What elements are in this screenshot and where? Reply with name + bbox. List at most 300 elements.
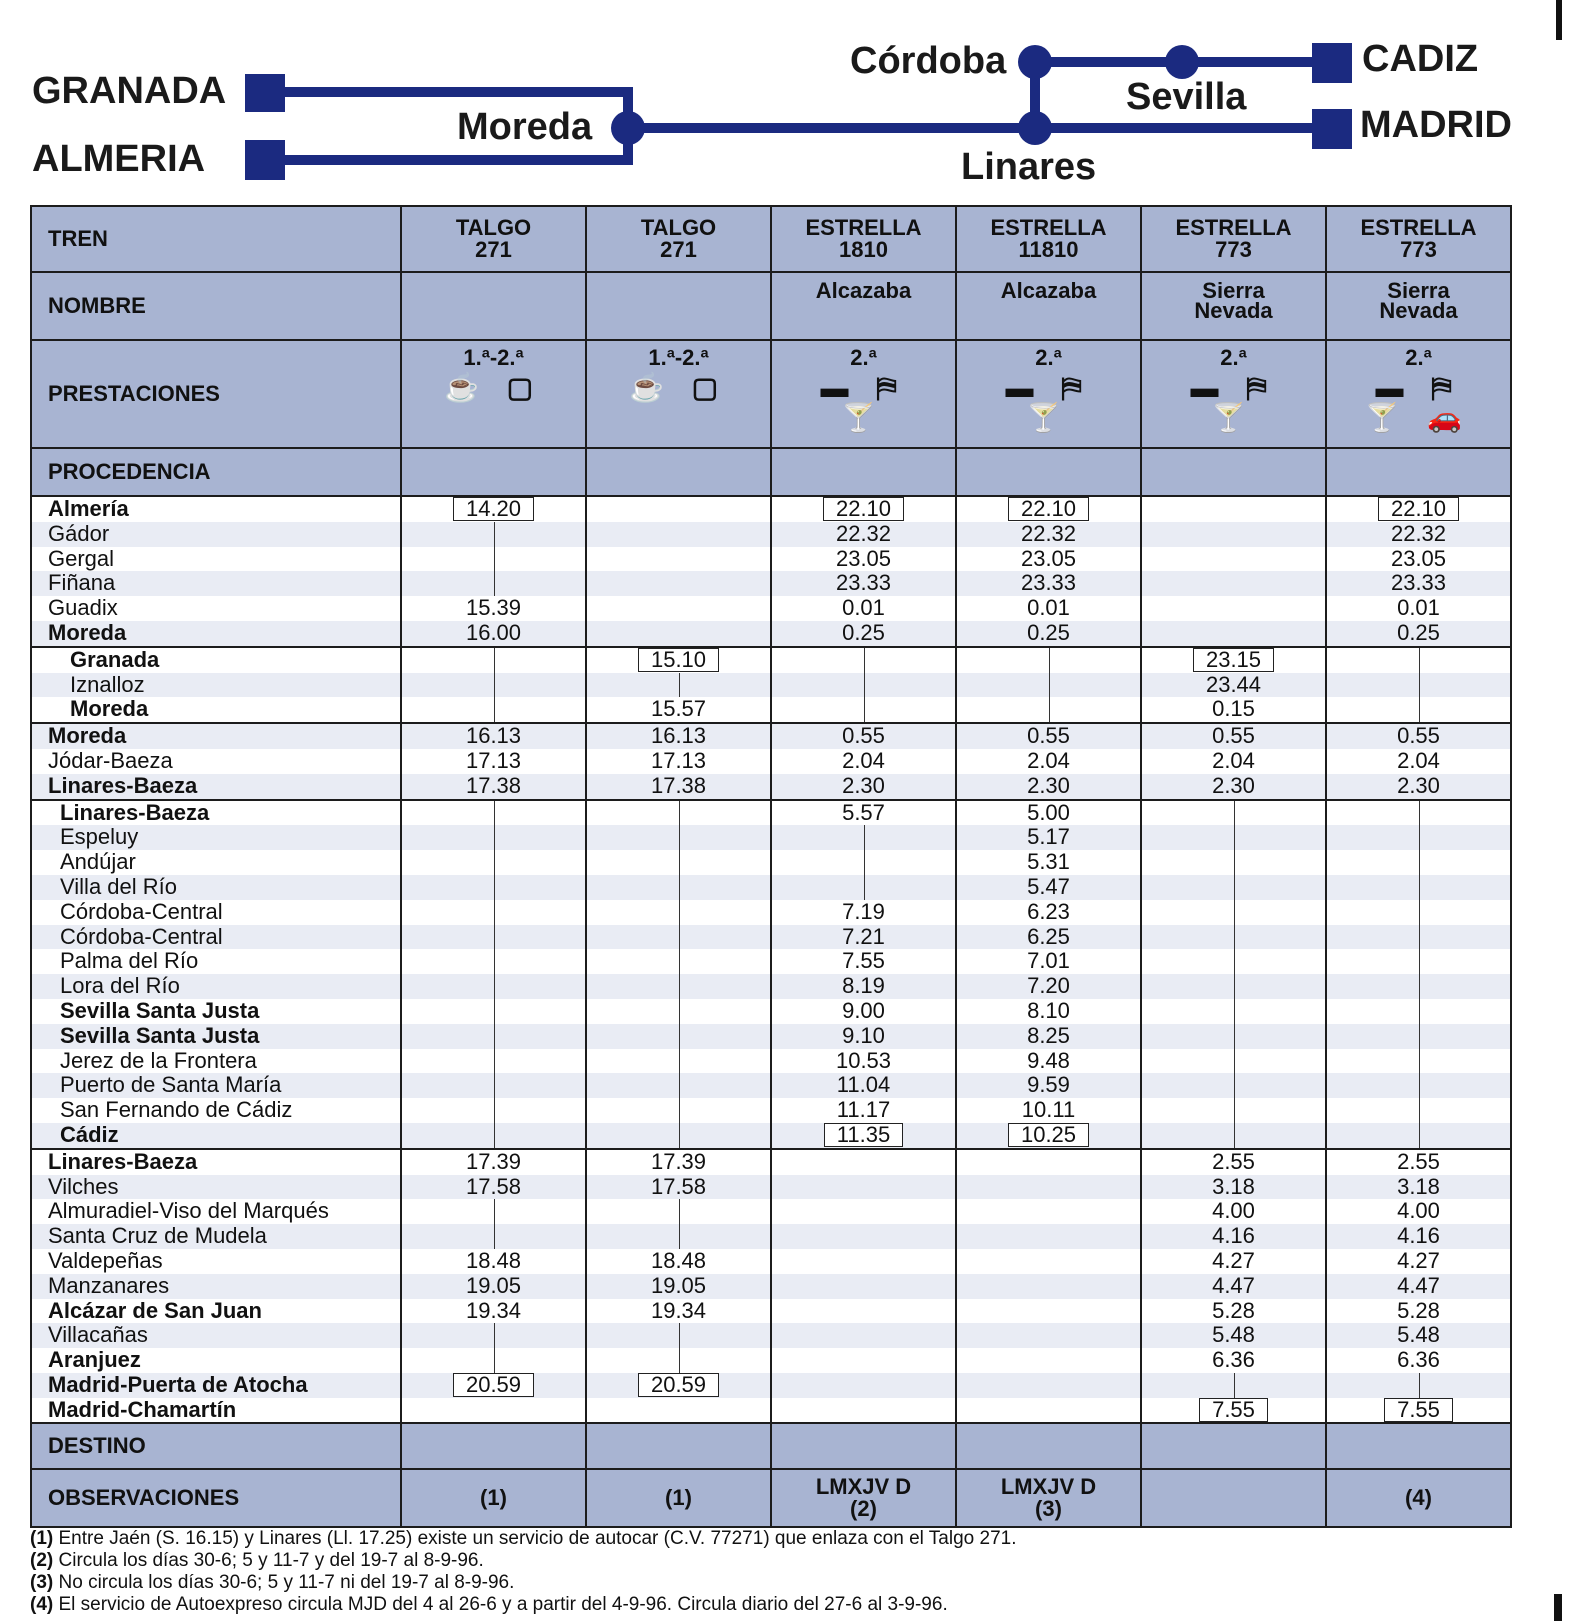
time-cell <box>401 1175 586 1200</box>
label-tren: TREN <box>31 206 401 272</box>
time-value: 15.57 <box>650 696 707 722</box>
time-cell <box>1141 621 1326 647</box>
map-label-linares: Linares <box>961 146 1097 188</box>
time-value: 22.32 <box>1020 520 1077 546</box>
table-row <box>31 1274 1511 1299</box>
label-nombre: NOMBRE <box>31 272 401 340</box>
station-name: Granada <box>31 647 401 673</box>
boxed-time: 11.35 <box>824 1123 903 1147</box>
time-cell <box>956 1049 1141 1074</box>
time-cell <box>956 900 1141 925</box>
time-value: 7.20 <box>1027 973 1070 999</box>
station-name: Linares-Baeza <box>31 800 401 826</box>
time-cell <box>956 774 1141 800</box>
time-cell <box>1141 1149 1326 1175</box>
time-value: 9.00 <box>842 997 885 1023</box>
time-cell <box>1141 673 1326 698</box>
time-cell <box>1326 522 1511 547</box>
time-value: 4.16 <box>1397 1223 1440 1249</box>
train-header-0 <box>401 206 586 272</box>
time-cell <box>771 1098 956 1123</box>
time-cell <box>1141 522 1326 547</box>
label-observaciones: OBSERVACIONES <box>31 1469 401 1527</box>
time-cell <box>586 647 771 673</box>
train-class: 1.ª-2.ª <box>463 345 524 370</box>
row-procedencia <box>31 448 1511 496</box>
table-row <box>31 1348 1511 1373</box>
time-value: 5.48 <box>1212 1322 1255 1348</box>
time-cell <box>1141 1224 1326 1249</box>
station-name: Villacañas <box>31 1323 401 1348</box>
time-cell <box>1326 621 1511 647</box>
time-cell <box>401 1123 586 1149</box>
time-cell <box>1326 900 1511 925</box>
station-name: Palma del Río <box>31 949 401 974</box>
table-row <box>31 974 1511 999</box>
time-cell <box>771 697 956 723</box>
table-row <box>31 647 1511 673</box>
time-cell <box>401 974 586 999</box>
time-cell <box>1141 1123 1326 1149</box>
obs-note: (1) <box>480 1485 507 1511</box>
time-cell <box>1326 496 1511 522</box>
time-value: 17.38 <box>650 772 707 798</box>
time-cell <box>1141 850 1326 875</box>
time-cell <box>586 1149 771 1175</box>
time-cell <box>1326 1199 1511 1224</box>
time-value: 19.34 <box>650 1297 707 1323</box>
time-cell <box>771 1398 956 1424</box>
time-cell <box>586 571 771 596</box>
scan-edge-mark-top <box>1556 0 1562 40</box>
time-cell <box>401 1024 586 1049</box>
map-label-cordoba: Córdoba <box>850 40 1007 82</box>
train-number: 773 <box>1215 237 1252 262</box>
time-cell <box>586 1323 771 1348</box>
table-row <box>31 925 1511 950</box>
time-cell <box>401 673 586 698</box>
time-cell <box>586 496 771 522</box>
time-cell <box>1141 1274 1326 1299</box>
table-row <box>31 850 1511 875</box>
time-cell <box>401 1348 586 1373</box>
time-cell <box>1141 547 1326 572</box>
table-row <box>31 1199 1511 1224</box>
table-row <box>31 1123 1511 1149</box>
station-name: Valdepeñas <box>31 1249 401 1274</box>
time-cell <box>586 673 771 698</box>
time-cell <box>956 1299 1141 1324</box>
station-name: Moreda <box>31 621 401 647</box>
time-cell <box>1141 925 1326 950</box>
time-value: 23.05 <box>1020 545 1077 571</box>
time-cell <box>771 999 956 1024</box>
train-name: Alcazaba <box>815 278 912 303</box>
time-cell <box>586 697 771 723</box>
time-value: 2.04 <box>1397 747 1440 773</box>
table-row <box>31 673 1511 698</box>
time-cell <box>586 800 771 826</box>
time-cell <box>586 547 771 572</box>
train-class: 2.ª <box>1220 345 1247 370</box>
boxed-time: 22.10 <box>823 497 904 521</box>
time-cell <box>1141 974 1326 999</box>
time-cell <box>1326 774 1511 800</box>
time-cell <box>771 1274 956 1299</box>
time-cell <box>1141 1049 1326 1074</box>
train-name: Alcazaba <box>1000 278 1097 303</box>
time-cell <box>1141 800 1326 826</box>
time-value: 8.25 <box>1027 1022 1070 1048</box>
time-value: 23.05 <box>1390 545 1447 571</box>
table-row <box>31 875 1511 900</box>
train-header-2 <box>771 206 956 272</box>
time-value: 8.19 <box>842 973 885 999</box>
station-name: Almuradiel-Viso del Marqués <box>31 1199 401 1224</box>
time-cell <box>771 1123 956 1149</box>
time-value: 6.23 <box>1027 898 1070 924</box>
time-cell <box>956 850 1141 875</box>
train-services-2 <box>771 340 956 448</box>
time-cell <box>586 850 771 875</box>
destino-cell <box>586 1423 771 1469</box>
time-cell <box>1326 647 1511 673</box>
time-cell <box>586 925 771 950</box>
train-name-3 <box>956 272 1141 340</box>
time-cell <box>956 1149 1141 1175</box>
timetable <box>30 205 1512 1528</box>
time-cell <box>1326 1348 1511 1373</box>
footnote-number: (4) <box>30 1594 54 1615</box>
time-cell <box>956 949 1141 974</box>
time-cell <box>401 1398 586 1424</box>
obs-days: LMXJV D <box>815 1474 912 1500</box>
time-cell <box>1141 1098 1326 1123</box>
time-cell <box>586 621 771 647</box>
time-value: 19.05 <box>465 1272 522 1298</box>
train-type: ESTRELLA <box>805 215 922 240</box>
time-cell <box>771 496 956 522</box>
time-cell <box>956 596 1141 621</box>
train-type: TALGO <box>455 215 532 240</box>
time-value: 11.04 <box>836 1072 891 1098</box>
table-row <box>31 496 1511 522</box>
train-services-1 <box>586 340 771 448</box>
time-cell <box>586 596 771 621</box>
train-header-1 <box>586 206 771 272</box>
boxed-time: 20.59 <box>638 1373 719 1397</box>
time-cell <box>1141 1373 1326 1398</box>
time-cell <box>1141 647 1326 673</box>
train-services-3 <box>956 340 1141 448</box>
time-value: 17.13 <box>650 747 707 773</box>
row-nombre <box>31 272 1511 340</box>
time-value: 23.33 <box>1390 570 1447 596</box>
route-map <box>0 0 1574 200</box>
table-row <box>31 1224 1511 1249</box>
time-cell <box>586 825 771 850</box>
station-name: Gádor <box>31 522 401 547</box>
time-cell <box>1326 1373 1511 1398</box>
time-value: 0.01 <box>1397 595 1440 621</box>
table-row <box>31 596 1511 621</box>
time-value: 5.57 <box>842 799 885 825</box>
time-cell <box>401 571 586 596</box>
time-cell <box>1326 974 1511 999</box>
time-cell <box>771 673 956 698</box>
station-name: Madrid-Chamartín <box>31 1398 401 1424</box>
time-cell <box>1326 1224 1511 1249</box>
footnote-number: (2) <box>30 1550 54 1571</box>
station-name: Andújar <box>31 850 401 875</box>
train-name-5 <box>1326 272 1511 340</box>
time-value: 0.55 <box>1027 723 1070 749</box>
time-value: 23.33 <box>835 570 892 596</box>
time-cell <box>1141 723 1326 749</box>
station-name: Santa Cruz de Mudela <box>31 1224 401 1249</box>
map-label-sevilla: Sevilla <box>1126 76 1247 118</box>
table-row <box>31 1098 1511 1123</box>
time-cell <box>1141 1398 1326 1424</box>
station-name: San Fernando de Cádiz <box>31 1098 401 1123</box>
table-row <box>31 547 1511 572</box>
time-value: 18.48 <box>465 1247 522 1273</box>
boxed-time: 20.59 <box>453 1373 534 1397</box>
destino-cell <box>401 1423 586 1469</box>
destino-cell <box>1326 1423 1511 1469</box>
row-destino <box>31 1423 1511 1469</box>
time-cell <box>401 749 586 774</box>
time-cell <box>956 1224 1141 1249</box>
time-cell <box>1326 1398 1511 1424</box>
service-icons: ▬ ⛿ 🍸 <box>820 372 907 433</box>
train-header-4 <box>1141 206 1326 272</box>
station-name: Córdoba-Central <box>31 925 401 950</box>
time-cell <box>771 949 956 974</box>
label-prestaciones: PRESTACIONES <box>31 340 401 448</box>
time-cell <box>401 697 586 723</box>
time-value: 5.31 <box>1027 849 1070 875</box>
time-value: 2.04 <box>1212 747 1255 773</box>
time-cell <box>771 1249 956 1274</box>
time-cell <box>771 1224 956 1249</box>
time-cell <box>1141 749 1326 774</box>
map-label-moreda: Moreda <box>457 106 593 148</box>
time-cell <box>586 875 771 900</box>
time-cell <box>401 1098 586 1123</box>
time-cell <box>956 1073 1141 1098</box>
time-cell <box>956 825 1141 850</box>
time-cell <box>586 974 771 999</box>
time-cell <box>956 647 1141 673</box>
station-name: Moreda <box>31 697 401 723</box>
procedencia-cell <box>401 448 586 496</box>
time-cell <box>401 800 586 826</box>
station-block-4 <box>31 1149 1511 1424</box>
time-value: 3.18 <box>1212 1173 1255 1199</box>
station-block-2 <box>31 723 1511 799</box>
time-cell <box>956 1098 1141 1123</box>
table-row <box>31 1398 1511 1424</box>
table-row <box>31 1175 1511 1200</box>
table-row <box>31 1299 1511 1324</box>
time-value: 11.17 <box>836 1097 891 1123</box>
time-cell <box>586 949 771 974</box>
time-cell <box>771 900 956 925</box>
time-cell <box>586 749 771 774</box>
table-row <box>31 800 1511 826</box>
observaciones-cell-0 <box>401 1469 586 1527</box>
time-value: 0.25 <box>842 619 885 645</box>
time-cell <box>586 1049 771 1074</box>
table-row <box>31 1024 1511 1049</box>
time-cell <box>956 749 1141 774</box>
time-value: 22.32 <box>1390 520 1447 546</box>
footnote-1 <box>30 1528 1520 1550</box>
time-value: 17.58 <box>650 1173 707 1199</box>
station-name: Gergal <box>31 547 401 572</box>
time-cell <box>956 999 1141 1024</box>
terminal-madrid <box>1312 109 1352 149</box>
observaciones-cell-5 <box>1326 1469 1511 1527</box>
boxed-time: 10.25 <box>1008 1123 1089 1147</box>
table-row <box>31 1323 1511 1348</box>
time-cell <box>401 1049 586 1074</box>
time-cell <box>586 1224 771 1249</box>
time-cell <box>401 1073 586 1098</box>
time-value: 2.55 <box>1397 1148 1440 1174</box>
time-value: 19.34 <box>465 1297 522 1323</box>
time-value: 9.48 <box>1027 1047 1070 1073</box>
table-row <box>31 749 1511 774</box>
procedencia-cell <box>771 448 956 496</box>
station-name: Lora del Río <box>31 974 401 999</box>
time-cell <box>586 1123 771 1149</box>
train-name-1 <box>586 272 771 340</box>
boxed-time: 22.10 <box>1378 497 1459 521</box>
boxed-time: 14.20 <box>453 497 534 521</box>
time-cell <box>586 1199 771 1224</box>
station-name: Manzanares <box>31 1274 401 1299</box>
time-value: 7.01 <box>1027 948 1070 974</box>
time-cell <box>401 1323 586 1348</box>
time-value: 0.01 <box>842 595 885 621</box>
time-cell <box>956 875 1141 900</box>
station-name: Linares-Baeza <box>31 1149 401 1175</box>
time-cell <box>956 723 1141 749</box>
time-value: 5.47 <box>1027 873 1070 899</box>
footnote-text: Circula los días 30-6; 5 y 11-7 y del 19-7 al 8-9-96. <box>53 1550 484 1571</box>
time-cell <box>956 974 1141 999</box>
time-value: 5.17 <box>1027 824 1070 850</box>
time-cell <box>1141 1249 1326 1274</box>
map-label-almeria: ALMERIA <box>32 138 206 180</box>
time-value: 5.28 <box>1212 1297 1255 1323</box>
obs-note: (4) <box>1405 1485 1432 1511</box>
time-value: 10.53 <box>835 1047 892 1073</box>
time-cell <box>1326 1149 1511 1175</box>
time-cell <box>771 1175 956 1200</box>
observaciones-cell-3 <box>956 1469 1141 1527</box>
time-cell <box>956 571 1141 596</box>
train-type: ESTRELLA <box>1360 215 1477 240</box>
time-cell <box>586 1398 771 1424</box>
time-cell <box>401 949 586 974</box>
time-value: 22.32 <box>835 520 892 546</box>
time-cell <box>771 1073 956 1098</box>
table-row <box>31 1149 1511 1175</box>
time-cell <box>956 1249 1141 1274</box>
time-value: 7.19 <box>842 898 885 924</box>
time-value: 23.05 <box>835 545 892 571</box>
train-number: 773 <box>1400 237 1437 262</box>
time-cell <box>1141 900 1326 925</box>
row-tren <box>31 206 1511 272</box>
map-label-cadiz: CADIZ <box>1362 38 1479 80</box>
time-cell <box>401 1299 586 1324</box>
time-value: 9.59 <box>1027 1072 1070 1098</box>
observaciones-cell-1 <box>586 1469 771 1527</box>
time-value: 2.04 <box>1027 747 1070 773</box>
time-cell <box>401 522 586 547</box>
footnote-3 <box>30 1572 1520 1594</box>
train-type: ESTRELLA <box>990 215 1107 240</box>
time-cell <box>401 1249 586 1274</box>
service-icons: ▬ ⛿ 🍸 🚗 <box>1364 372 1473 433</box>
train-name-4 <box>1141 272 1326 340</box>
time-value: 5.48 <box>1397 1322 1440 1348</box>
time-cell <box>401 925 586 950</box>
map-label-granada: GRANADA <box>32 70 227 112</box>
time-cell <box>1326 1073 1511 1098</box>
time-cell <box>1326 925 1511 950</box>
time-cell <box>771 571 956 596</box>
time-value: 2.55 <box>1212 1148 1255 1174</box>
time-cell <box>956 547 1141 572</box>
footnote-number: (3) <box>30 1572 54 1593</box>
time-cell <box>586 1299 771 1324</box>
time-value: 0.25 <box>1397 619 1440 645</box>
footnote-number: (1) <box>30 1528 54 1549</box>
time-cell <box>1141 774 1326 800</box>
time-cell <box>1326 825 1511 850</box>
time-value: 8.10 <box>1027 997 1070 1023</box>
time-cell <box>586 774 771 800</box>
terminal-cadiz <box>1312 43 1352 83</box>
time-cell <box>956 1373 1141 1398</box>
time-cell <box>956 1323 1141 1348</box>
time-cell <box>401 900 586 925</box>
time-cell <box>586 522 771 547</box>
time-value: 5.00 <box>1027 799 1070 825</box>
station-name: Linares-Baeza <box>31 774 401 800</box>
table-row <box>31 774 1511 800</box>
boxed-time: 7.55 <box>1199 1398 1268 1422</box>
time-value: 6.25 <box>1027 923 1070 949</box>
time-value: 4.27 <box>1212 1247 1255 1273</box>
time-cell <box>586 1348 771 1373</box>
station-name: Vilches <box>31 1175 401 1200</box>
procedencia-cell <box>1141 448 1326 496</box>
time-cell <box>1326 571 1511 596</box>
time-cell <box>586 900 771 925</box>
time-cell <box>586 1098 771 1123</box>
time-cell <box>401 596 586 621</box>
footnote-text: No circula los días 30-6; 5 y 11-7 ni del 19-7 al 8-9-96. <box>53 1572 515 1593</box>
time-value: 2.30 <box>1212 772 1255 798</box>
time-cell <box>771 800 956 826</box>
time-cell <box>1326 949 1511 974</box>
